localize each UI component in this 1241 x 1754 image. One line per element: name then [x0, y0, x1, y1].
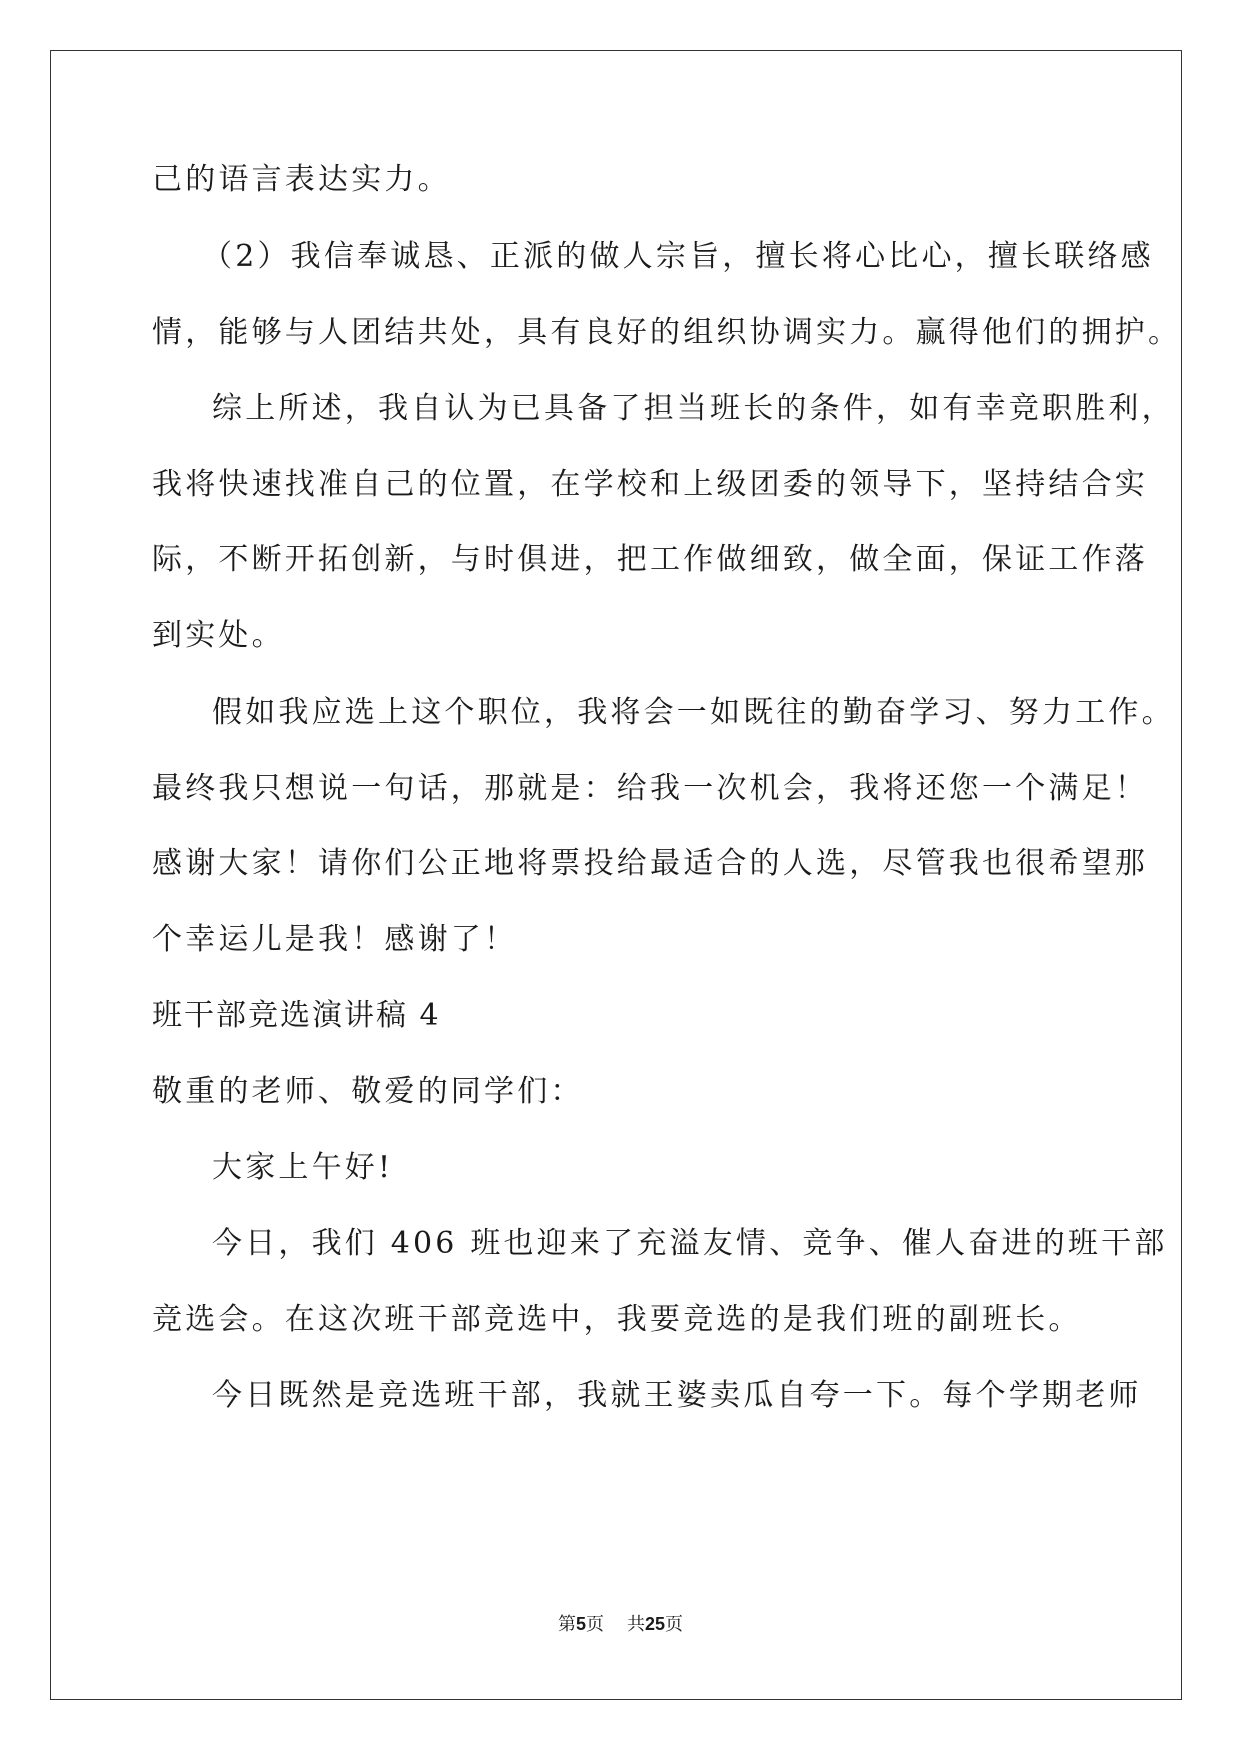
- footer-prefix: 第: [558, 1614, 577, 1635]
- salutation: 敬重的老师、敬爱的同学们：: [152, 1074, 584, 1109]
- body-line: 感谢大家！请你们公正地将票投给最适合的人选，尽管我也很希望那: [152, 846, 1148, 881]
- body-line: 最终我只想说一句话，那就是：给我一次机会，我将还您一个满足！: [152, 771, 1148, 806]
- body-line: 综上所述，我自认为已具备了担当班长的条件，如有幸竞职胜利，: [212, 391, 1175, 426]
- body-line: 今日既然是竞选班干部，我就王婆卖瓜自夸一下。每个学期老师: [212, 1378, 1142, 1413]
- body-line: 假如我应选上这个职位，我将会一如既往的勤奋学习、努力工作。: [212, 695, 1175, 730]
- current-page-number: 5: [576, 1614, 587, 1634]
- total-pages-number: 25: [644, 1614, 665, 1634]
- footer-total-suffix: 页: [664, 1614, 683, 1635]
- footer-total-prefix: 共: [626, 1614, 645, 1635]
- body-line: （2）我信奉诚恳、正派的做人宗旨，擅长将心比心，擅长联络感: [202, 239, 1154, 274]
- body-line: 际，不断开拓创新，与时俱进，把工作做细致，做全面，保证工作落: [152, 542, 1148, 577]
- body-line: 竞选会。在这次班干部竞选中，我要竞选的是我们班的副班长。: [152, 1302, 1082, 1337]
- greeting: 大家上午好!: [212, 1150, 394, 1185]
- body-line: 到实处。: [152, 618, 285, 653]
- body-line: 己的语言表达实力。: [152, 162, 451, 197]
- page-footer: [0, 1612, 1241, 1637]
- body-line: 今日，我们 406 班也迎来了充溢友情、竞争、催人奋进的班干部: [212, 1226, 1168, 1261]
- body-line: 我将快速找准自己的位置，在学校和上级团委的领导下，坚持结合实: [152, 467, 1148, 502]
- body-line: 个幸运儿是我！感谢了！: [152, 922, 518, 957]
- section-heading: 班干部竞选演讲稿 4: [152, 998, 441, 1033]
- body-line: 情，能够与人团结共处，具有良好的组织协调实力。赢得他们的拥护。: [152, 315, 1182, 350]
- footer-page-suffix: 页: [586, 1614, 605, 1635]
